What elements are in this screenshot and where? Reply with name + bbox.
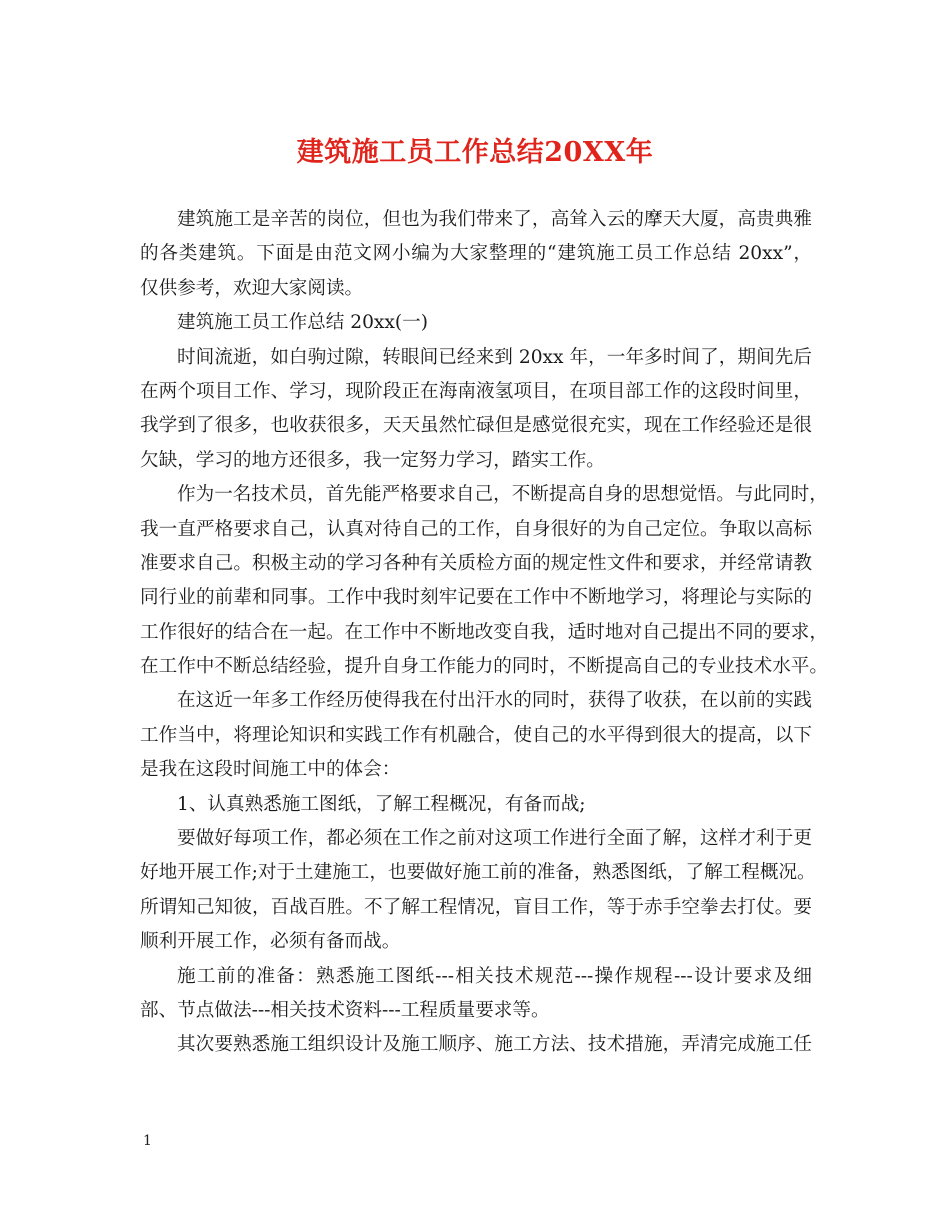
body-line: 仅供参考，欢迎大家阅读。 xyxy=(140,277,364,299)
body-line: 的各类建筑。下面是由范文网小编为大家整理的“建筑施工员工作总结 20xx”， xyxy=(140,243,812,265)
document-title: 建筑施工员工作总结20XX年 xyxy=(296,137,654,168)
body-line: 准要求自己。积极主动的学习各种有关质检方面的规定性文件和要求，并经常请教 xyxy=(140,552,812,574)
body-line: 在这近一年多工作经历使得我在付出汗水的同时，获得了收获，在以前的实践 xyxy=(177,690,812,712)
body-line: 部、节点做法---相关技术资料---工程质量要求等。 xyxy=(140,999,550,1021)
body-line: 好地开展工作;对于土建施工，也要做好施工前的准备，熟悉图纸，了解工程概况。 xyxy=(140,862,816,884)
document-body xyxy=(140,203,828,1063)
body-line: 同行业的前辈和同事。工作中我时刻牢记要在工作中不断地学习，将理论与实际的 xyxy=(140,587,812,609)
body-line: 要做好每项工作，都必须在工作之前对这项工作进行全面了解，这样才利于更 xyxy=(177,828,812,850)
body-line: 我一直严格要求自己，认真对待自己的工作，自身很好的为自己定位。争取以高标 xyxy=(140,518,812,540)
body-line: 顺利开展工作，必须有备而战。 xyxy=(140,931,401,953)
body-line: 时间流逝，如白驹过隙，转眼间已经来到 20xx 年，一年多时间了，期间先后 xyxy=(177,346,812,368)
page-number: 1 xyxy=(143,1133,152,1149)
body-line: 所谓知己知彼，百战百胜。不了解工程情况，盲目工作，等于赤手空拳去打仗。要 xyxy=(140,896,812,918)
body-line: 工作当中，将理论知识和实践工作有机融合，使自己的水平得到很大的提高，以下 xyxy=(140,724,812,746)
body-line: 1、认真熟悉施工图纸，了解工程概况，有备而战; xyxy=(177,793,586,815)
body-line: 在工作中不断总结经验，提升自身工作能力的同时，不断提高自己的专业技术水平。 xyxy=(140,656,828,678)
body-line: 是我在这段时间施工中的体会： xyxy=(140,759,401,781)
body-line: 施工前的准备：熟悉施工图纸---相关技术规范---操作规程---设计要求及细 xyxy=(177,965,812,987)
body-line: 建筑施工员工作总结 20xx(一) xyxy=(177,312,428,334)
body-line: 在两个项目工作、学习，现阶段正在海南液氢项目，在项目部工作的这段时间里， xyxy=(140,380,812,402)
body-line: 我学到了很多，也收获很多，天天虽然忙碌但是感觉很充实，现在工作经验还是很 xyxy=(140,415,812,437)
body-line: 其次要熟悉施工组织设计及施工顺序、施工方法、技术措施，弄清完成施工任 xyxy=(177,1034,812,1056)
body-line: 作为一名技术员，首先能严格要求自己，不断提高自身的思想觉悟。与此同时， xyxy=(177,484,828,506)
body-line: 欠缺，学习的地方还很多，我一定努力学习，踏实工作。 xyxy=(140,449,605,471)
body-line: 工作很好的结合在一起。在工作中不断地改变自我，适时地对自己提出不同的要求， xyxy=(140,621,828,643)
body-line: 建筑施工是辛苦的岗位，但也为我们带来了，高耸入云的摩天大厦，高贵典雅 xyxy=(177,209,812,230)
